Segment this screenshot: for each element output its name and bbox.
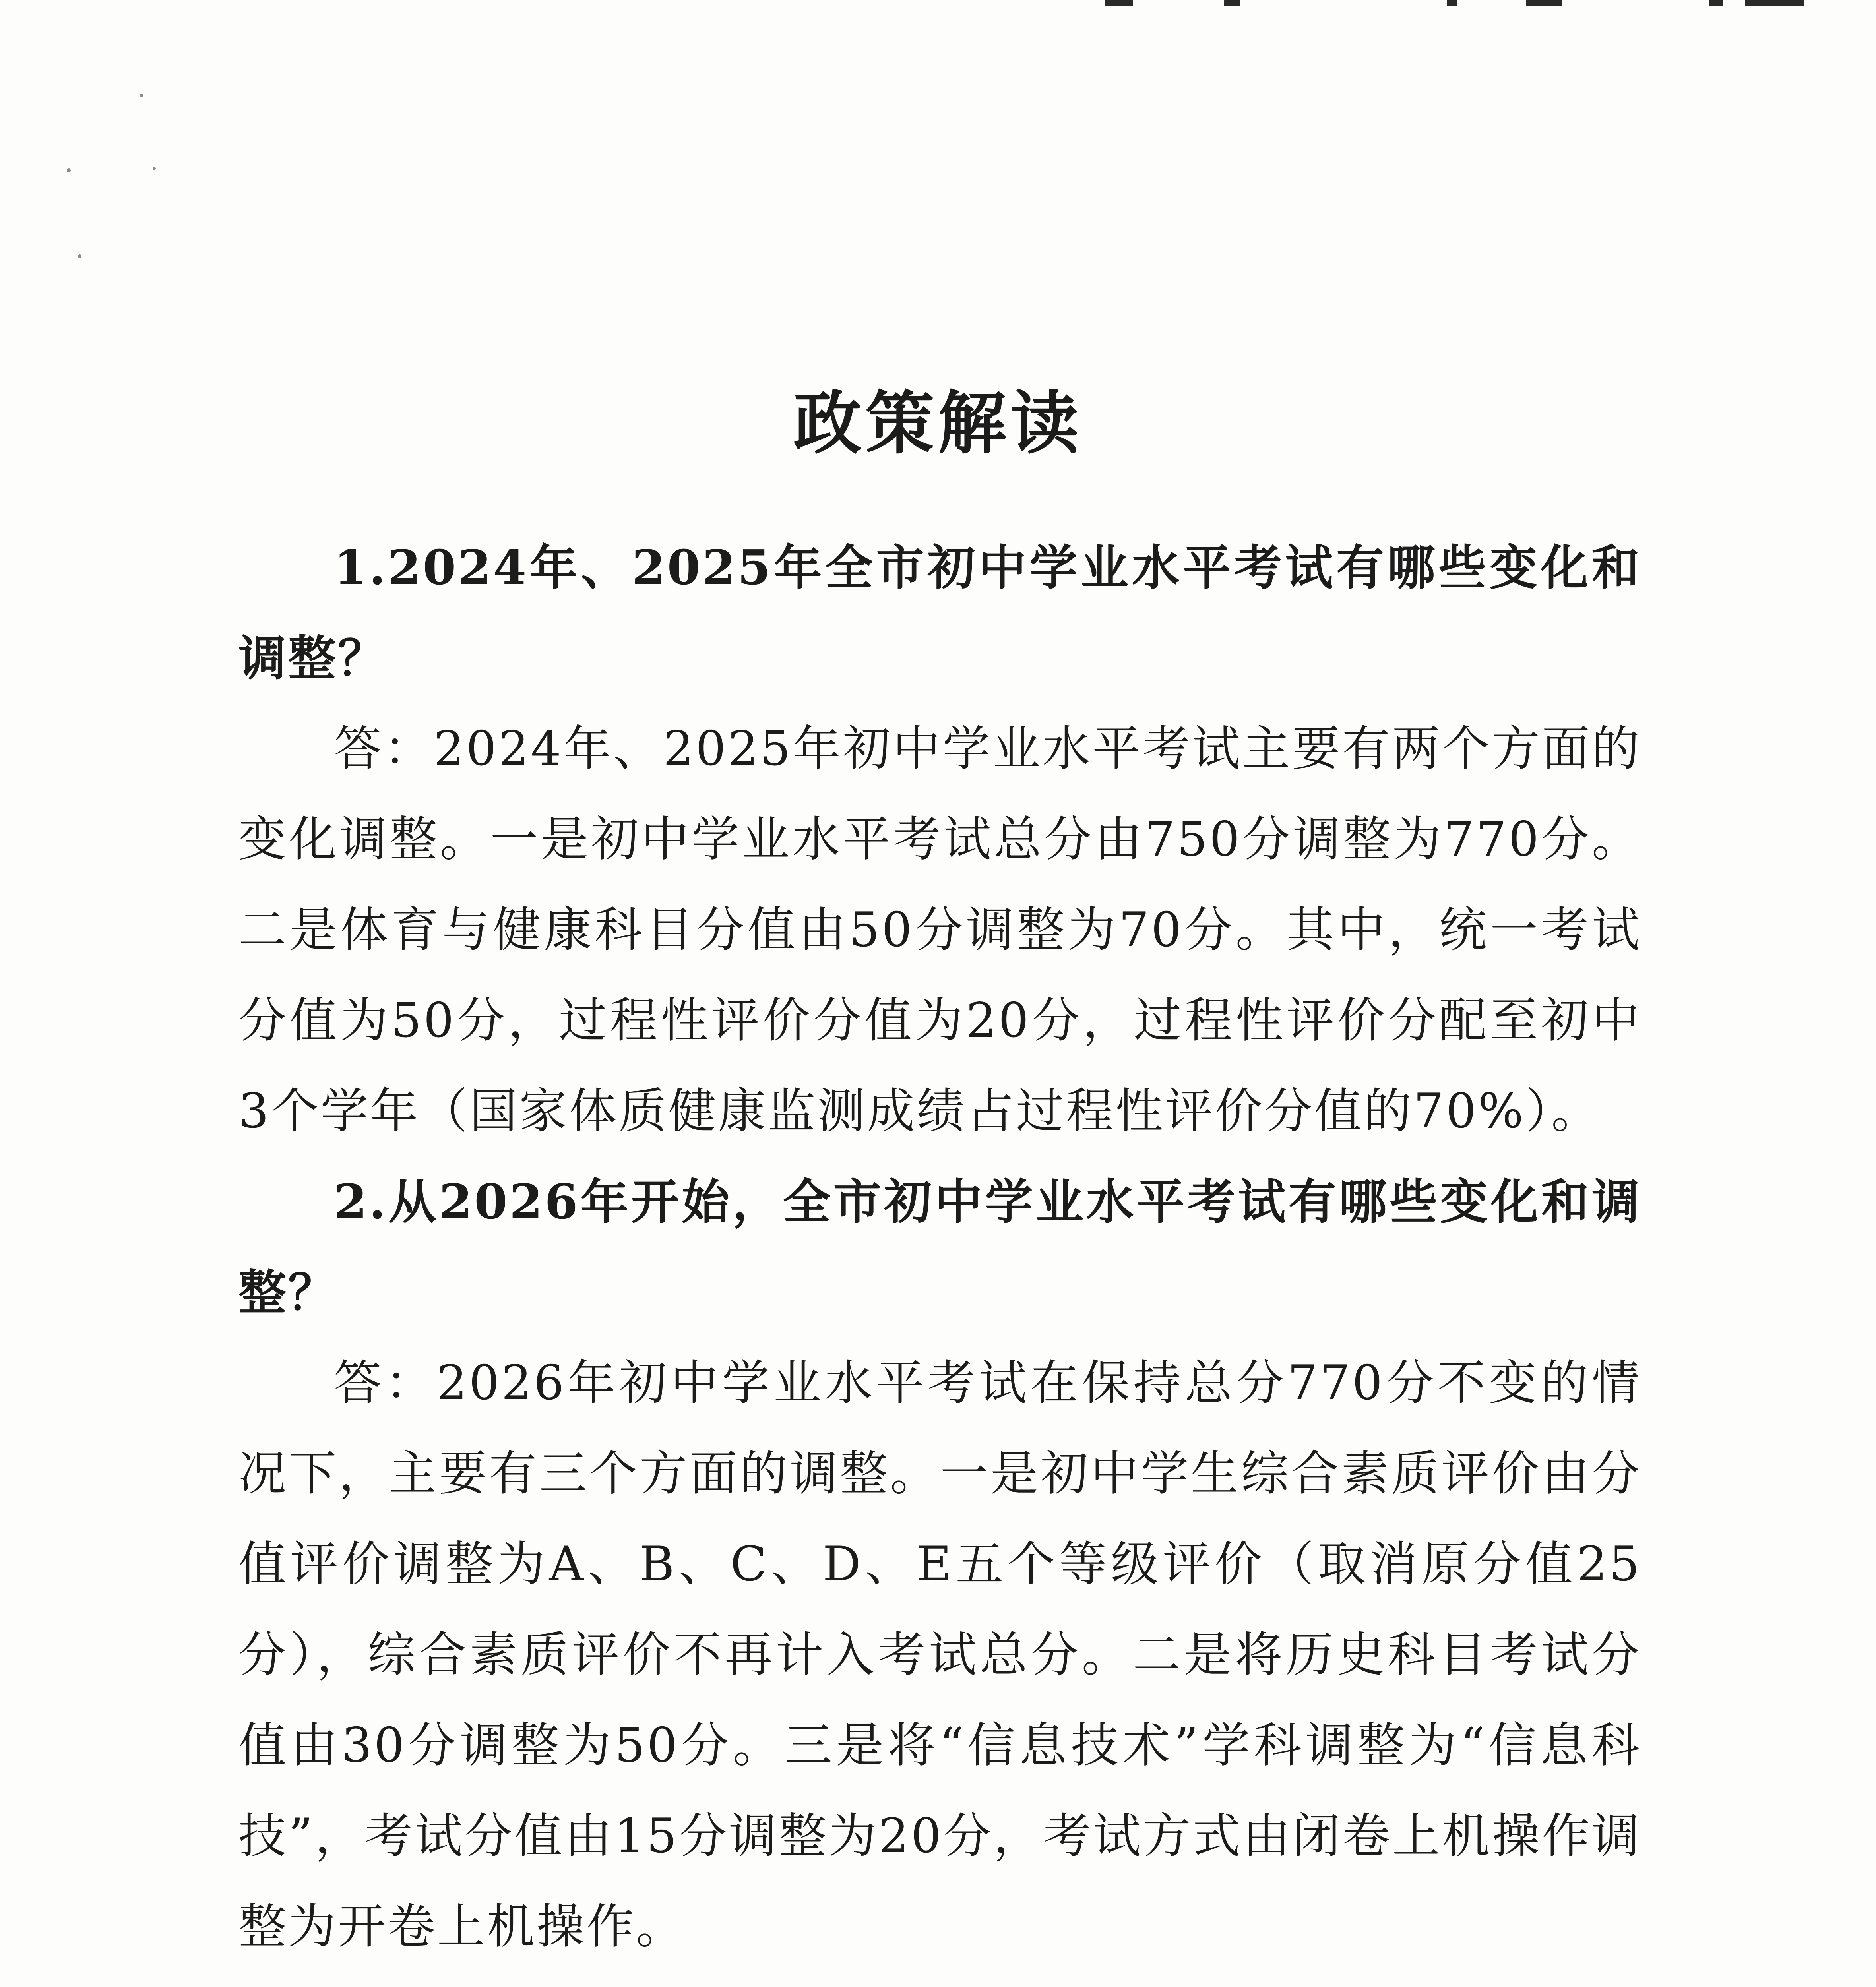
scan-speck bbox=[67, 168, 71, 172]
question-1: 1.2024年、2025年全市初中学业水平考试有哪些变化和调整？ bbox=[238, 540, 1642, 686]
question-2: 2.从2026年开始，全市初中学业水平考试有哪些变化和调整？ bbox=[238, 1174, 1642, 1321]
scan-speck bbox=[153, 167, 156, 170]
document-body bbox=[238, 523, 1642, 1987]
scan-edge-marks bbox=[1105, 0, 1876, 9]
document-title: 政策解读 bbox=[793, 383, 1083, 464]
answer-2: 答：2026年初中学业水平考试在保持总分770分不变的情况下，主要有三个方面的调整。一是初中学生综合素质评价由分值评价调整为A、B、C、D、E五个等级评价（取消原分值25分），综合素质评价不再计入考试总分。二是将历史科目考试分值由30分调整为50分。三是将“信息技术”学科调整为“信息科技”，考试分值由15分调整为20分，考试方式由闭卷上机操作调整为开卷上机操作。 bbox=[238, 1356, 1642, 1954]
scan-speck bbox=[78, 254, 81, 258]
scan-speck bbox=[140, 94, 143, 97]
answer-1: 答：2024年、2025年初中学业水平考试主要有两个方面的变化调整。一是初中学业水平考试总分由750分调整为770分。二是体育与健康科目分值由50分调整为70分。其中，统一考试分值为50分，过程性评价分值为20分，过程性评价分配至初中3个学年（国家体质健康监测成绩占过程性评价分值的70%）。 bbox=[238, 721, 1642, 1139]
question-3 bbox=[238, 1972, 1642, 1987]
